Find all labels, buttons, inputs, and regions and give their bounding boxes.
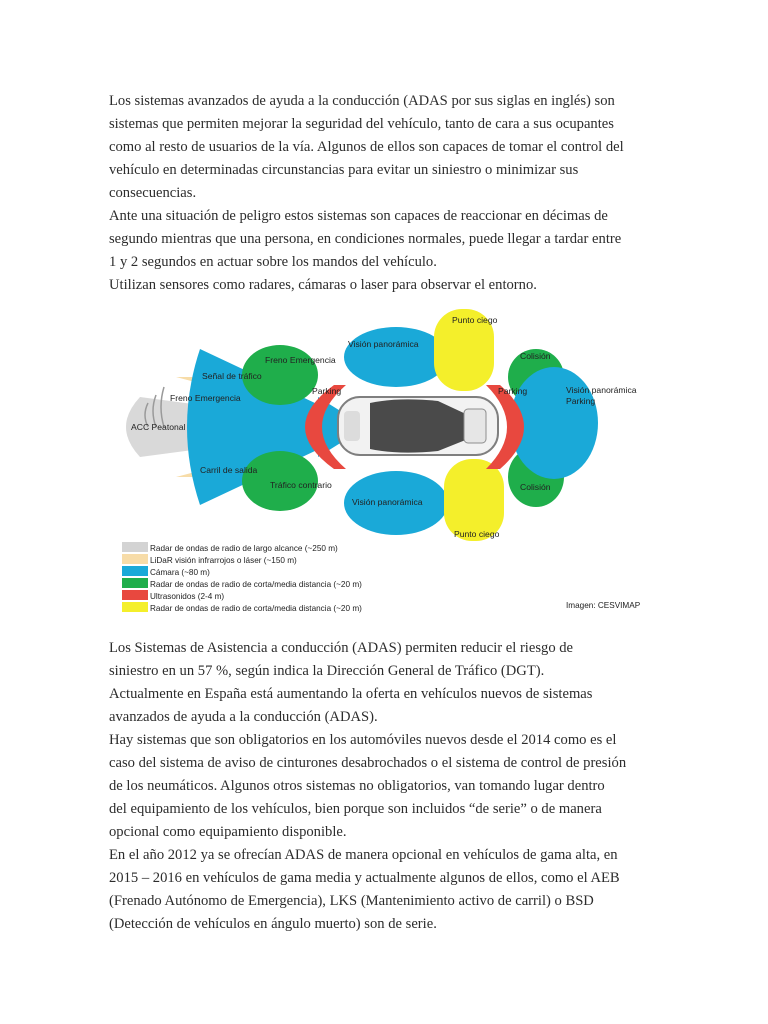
text-line: Ante una situación de peligro estos sistemas son capaces de reaccionar en décimas de — [109, 208, 608, 224]
label-carril-salida: Carril de salida — [200, 465, 258, 475]
legend-swatch — [122, 566, 148, 576]
legend-label: Radar de ondas de radio de corta/media distancia (~20 m) — [150, 580, 362, 589]
label-freno-emergencia-left: Freno Emergencia — [170, 393, 241, 403]
legend — [122, 542, 362, 613]
legend-swatch — [122, 542, 148, 552]
text-line: Hay sistemas que son obligatorios en los automóviles nuevos desde el 2014 como es el — [109, 732, 617, 748]
text-line: siniestro en un 57 %, según indica la Dirección General de Tráfico (DGT). — [109, 663, 545, 679]
legend-swatch — [122, 578, 148, 588]
label-parking-front: Parking — [312, 386, 342, 396]
text-line: avanzados de ayuda a la conducción (ADAS). — [109, 709, 378, 725]
text-line: (Frenado Autónomo de Emergencia), LKS (Mantenimiento activo de carril) o BSD — [109, 893, 594, 909]
image-credit: Imagen: CESVIMAP — [566, 601, 641, 610]
label-vision-panoramica-top: Visión panorámica — [348, 339, 419, 349]
label-punto-ciego-top: Punto ciego — [452, 315, 498, 325]
text-line: opcional como equipamiento disponible. — [109, 824, 347, 840]
car-icon — [338, 397, 498, 455]
adas-sensor-diagram — [108, 305, 668, 625]
label-trafico-contrario: Tráfico contrario — [270, 480, 332, 490]
label-colision-top: Colisión — [520, 351, 551, 361]
label-freno-emergencia-top: Freno Emergencia — [265, 355, 336, 365]
label-parking-rear-side: Parking — [566, 396, 596, 406]
side-panoramic-top-zone — [344, 327, 448, 387]
text-line: Utilizan sensores como radares, cámaras o laser para observar el entorno. — [109, 277, 537, 293]
text-line: segundo mientras que una persona, en condiciones normales, puede llegar a tardar entre — [109, 231, 622, 247]
label-vision-panoramica-rear: Visión panorámica — [566, 385, 637, 395]
adas-details-paragraph — [109, 637, 661, 936]
legend-label: Radar de ondas de radio de largo alcance (~250 m) — [150, 544, 338, 553]
text-line: En el año 2012 ya se ofrecían ADAS de manera opcional en vehículos de gama alta, en — [109, 847, 618, 863]
text-line: del equipamiento de los vehículos, bien porque son incluidos “de serie” o de manera — [109, 801, 602, 817]
text-line: consecuencias. — [109, 185, 197, 201]
legend-swatch — [122, 554, 148, 564]
text-line: de los neumáticos. Algunos otros sistemas no obligatorios, van tomando lugar dentro — [109, 778, 605, 794]
label-acc-peatonal: ACC Peatonal — [131, 422, 186, 432]
text-line: 1 y 2 segundos en actuar sobre los mandos del vehículo. — [109, 254, 437, 270]
text-line: como al resto de usuarios de la vía. Algunos de ellos son capaces de tomar el control del — [109, 139, 624, 155]
text-line: sistemas que permiten mejorar la seguridad del vehículo, tanto de cara a sus ocupantes — [109, 116, 614, 132]
legend-label: Radar de ondas de radio de corta/media distancia (~20 m) — [150, 604, 362, 613]
intro-paragraph — [109, 90, 661, 297]
label-parking-rear: Parking — [498, 386, 528, 396]
text-line: (Detección de vehículos en ángulo muerto) son de serie. — [109, 916, 437, 932]
text-line: Los Sistemas de Asistencia a conducción (ADAS) permiten reducir el riesgo de — [109, 640, 574, 656]
legend-label: Cámara (~80 m) — [150, 568, 210, 577]
text-line: Actualmente en España está aumentando la oferta en vehículos nuevos de sistemas — [109, 686, 593, 702]
legend-label: Ultrasonidos (2-4 m) — [150, 592, 225, 601]
legend-swatch — [122, 590, 148, 600]
legend-swatch — [122, 602, 148, 612]
text-line: Los sistemas avanzados de ayuda a la conducción (ADAS por sus siglas en inglés) son — [109, 93, 615, 109]
label-punto-ciego-bottom: Punto ciego — [454, 529, 500, 539]
label-colision-bottom: Colisión — [520, 482, 551, 492]
label-vision-panoramica-bottom: Visión panorámica — [352, 497, 423, 507]
text-line: vehículo en determinadas circunstancias para evitar un siniestro o minimizar sus — [109, 162, 579, 178]
text-line: caso del sistema de aviso de cinturones desabrochados o el sistema de control de presión — [109, 755, 627, 771]
legend-label: LiDaR visión infrarrojos o láser (~150 m) — [150, 556, 297, 565]
text-line: 2015 – 2016 en vehículos de gama media y actualmente algunos de ellos, como el AEB — [109, 870, 620, 886]
adas-diagram-svg — [108, 305, 668, 625]
label-senal-trafico: Señal de tráfico — [202, 371, 262, 381]
